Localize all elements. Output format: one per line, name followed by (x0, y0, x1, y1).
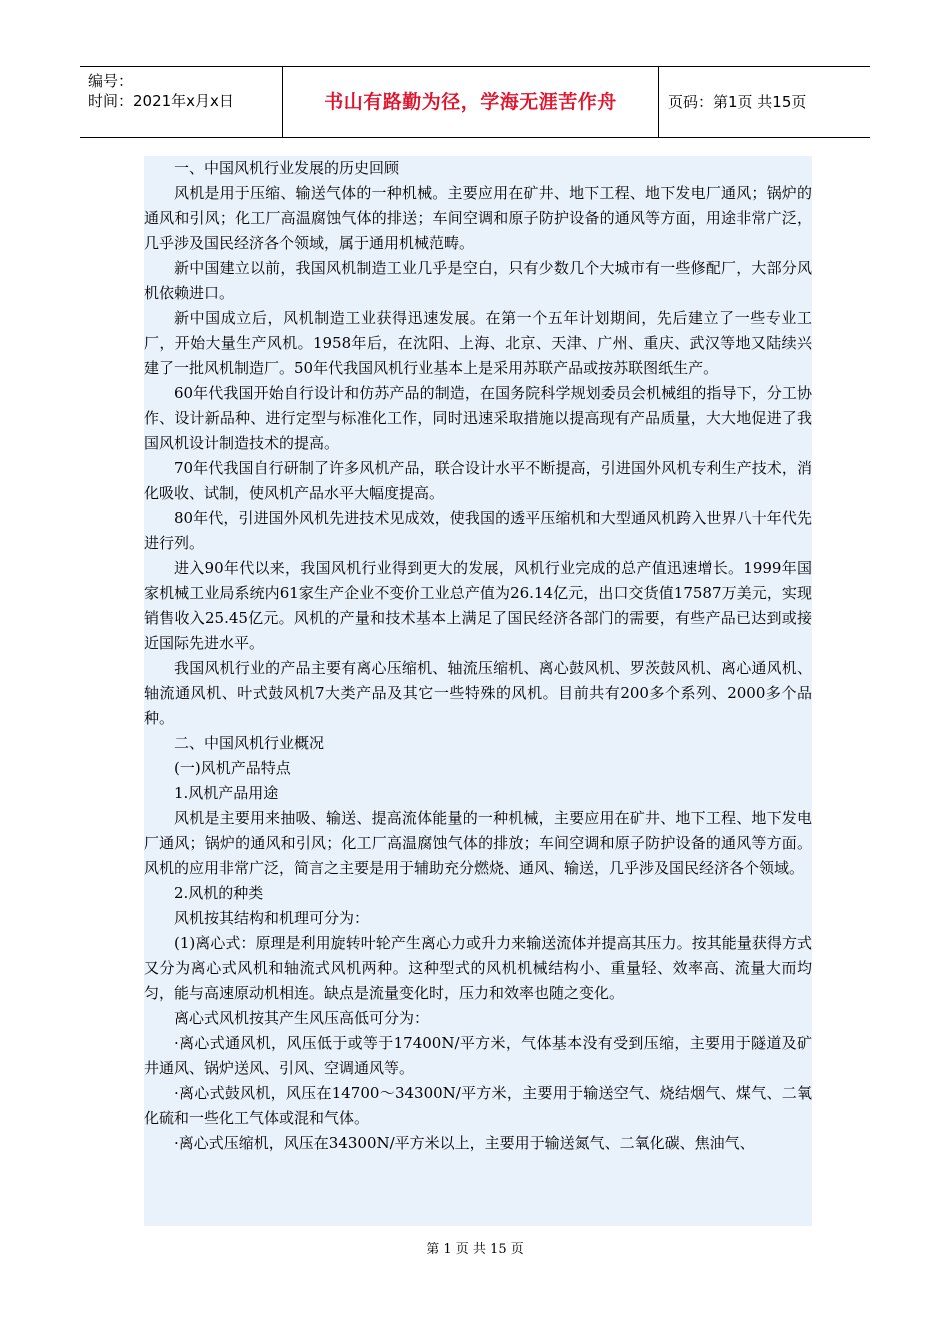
page-header (80, 66, 870, 138)
paragraph: 新中国成立后，风机制造工业获得迅速发展。在第一个五年计划期间，先后建立了一些专业工厂，开始大量生产风机。1958年后，在沈阳、上海、北京、天津、广州、重庆、武汉等地又陆续兴建了一批风机制造厂。50年代我国风机行业基本上是采用苏联产品或按苏联图纸生产。 (144, 309, 812, 377)
header-page-info: 页码：第1页 共15页 (668, 93, 807, 111)
header-divider (658, 67, 659, 137)
paragraph: 60年代我国开始自行设计和仿苏产品的制造，在国务院科学规划委员会机械组的指导下，分工协作、设计新品种、进行定型与标准化工作，同时迅速采取措施以提高现有产品质量，大大地促进了我国风机设计制造技术的提高。 (144, 384, 812, 452)
list-item: ·离心式通风机，风压低于或等于17400N/平方米，气体基本没有受到压缩，主要用于隧道及矿井通风、锅炉送风、引风、空调通风等。 (144, 1034, 812, 1077)
paragraph: 进入90年代以来，我国风机行业得到更大的发展，风机行业完成的总产值迅速增长。1999年国家机械工业局系统内61家生产企业不变价工业总产值为26.14亿元，出口交货值17587万美元，实现销售收入25.45亿元。风机的产量和技术基本上满足了国民经济各部门的需要，有些产品已达到或接近国际先进水平。 (144, 559, 812, 652)
list-item: ·离心式鼓风机，风压在14700～34300N/平方米，主要用于输送空气、烧结烟气、煤气、二氧化硫和一些化工气体或混和气体。 (144, 1084, 812, 1127)
subsection-heading: (一)风机产品特点 (174, 759, 291, 777)
paragraph: 风机按其结构和机理可分为： (174, 909, 370, 927)
subsection-heading: 1.风机产品用途 (174, 784, 279, 802)
paragraph: 我国风机行业的产品主要有离心压缩机、轴流压缩机、离心鼓风机、罗茨鼓风机、离心通风机、轴流通风机、叶式鼓风机7大类产品及其它一些特殊的风机。目前共有200多个系列、2000多个品种。 (144, 659, 812, 727)
paragraph: 新中国建立以前，我国风机制造工业几乎是空白，只有少数几个大城市有一些修配厂，大部分风机依赖进口。 (144, 259, 812, 302)
document-body (144, 156, 812, 1226)
date-label: 时间：2021年x月x日 (88, 92, 234, 110)
paragraph: 80年代，引进国外风机先进技术见成效，使我国的透平压缩机和大型通风机跨入世界八十年代先进行列。 (144, 509, 812, 552)
subsection-heading: 2.风机的种类 (174, 884, 264, 902)
paragraph: 风机是主要用来抽吸、输送、提高流体能量的一种机械，主要应用在矿井、地下工程、地下发电厂通风；锅炉的通风和引风；化工厂高温腐蚀气体的排放；车间空调和原子防护设备的通风等方面。风机的应用非常广泛，简言之主要是用于辅助充分燃烧、通风、输送，几乎涉及国民经济各个领域。 (144, 809, 812, 877)
serial-label: 编号： (88, 72, 134, 90)
header-meta (88, 71, 278, 111)
paragraph: 70年代我国自行研制了许多风机产品，联合设计水平不断提高，引进国外风机专利生产技术，消化吸收、试制，使风机产品水平大幅度提高。 (144, 459, 812, 502)
header-motto: 书山有路勤为径，学海无涯苦作舟 (324, 91, 617, 113)
section-heading: 一、中国风机行业发展的历史回顾 (174, 159, 400, 177)
paragraph: (1)离心式：原理是利用旋转叶轮产生离心力或升力来输送流体并提高其压力。按其能量获得方式又分为离心式风机和轴流式风机两种。这种型式的风机机械结构小、重量轻、效率高、流量大而均匀，能与高速原动机相连。缺点是流量变化时，压力和效率也随之变化。 (144, 934, 812, 1002)
section-heading: 二、中国风机行业概况 (174, 734, 325, 752)
paragraph: 离心式风机按其产生风压高低可分为： (174, 1009, 430, 1027)
paragraph: 风机是用于压缩、输送气体的一种机械。主要应用在矿井、地下工程、地下发电厂通风；锅炉的通风和引风；化工厂高温腐蚀气体的排送；车间空调和原子防护设备的通风等方面，用途非常广泛，几乎涉及国民经济各个领域，属于通用机械范畴。 (144, 184, 812, 252)
list-item: ·离心式压缩机，风压在34300N/平方米以上，主要用于输送氮气、二氧化碳、焦油气、 (174, 1134, 755, 1152)
page-footer: 第 1 页 共 15 页 (426, 1242, 524, 1257)
